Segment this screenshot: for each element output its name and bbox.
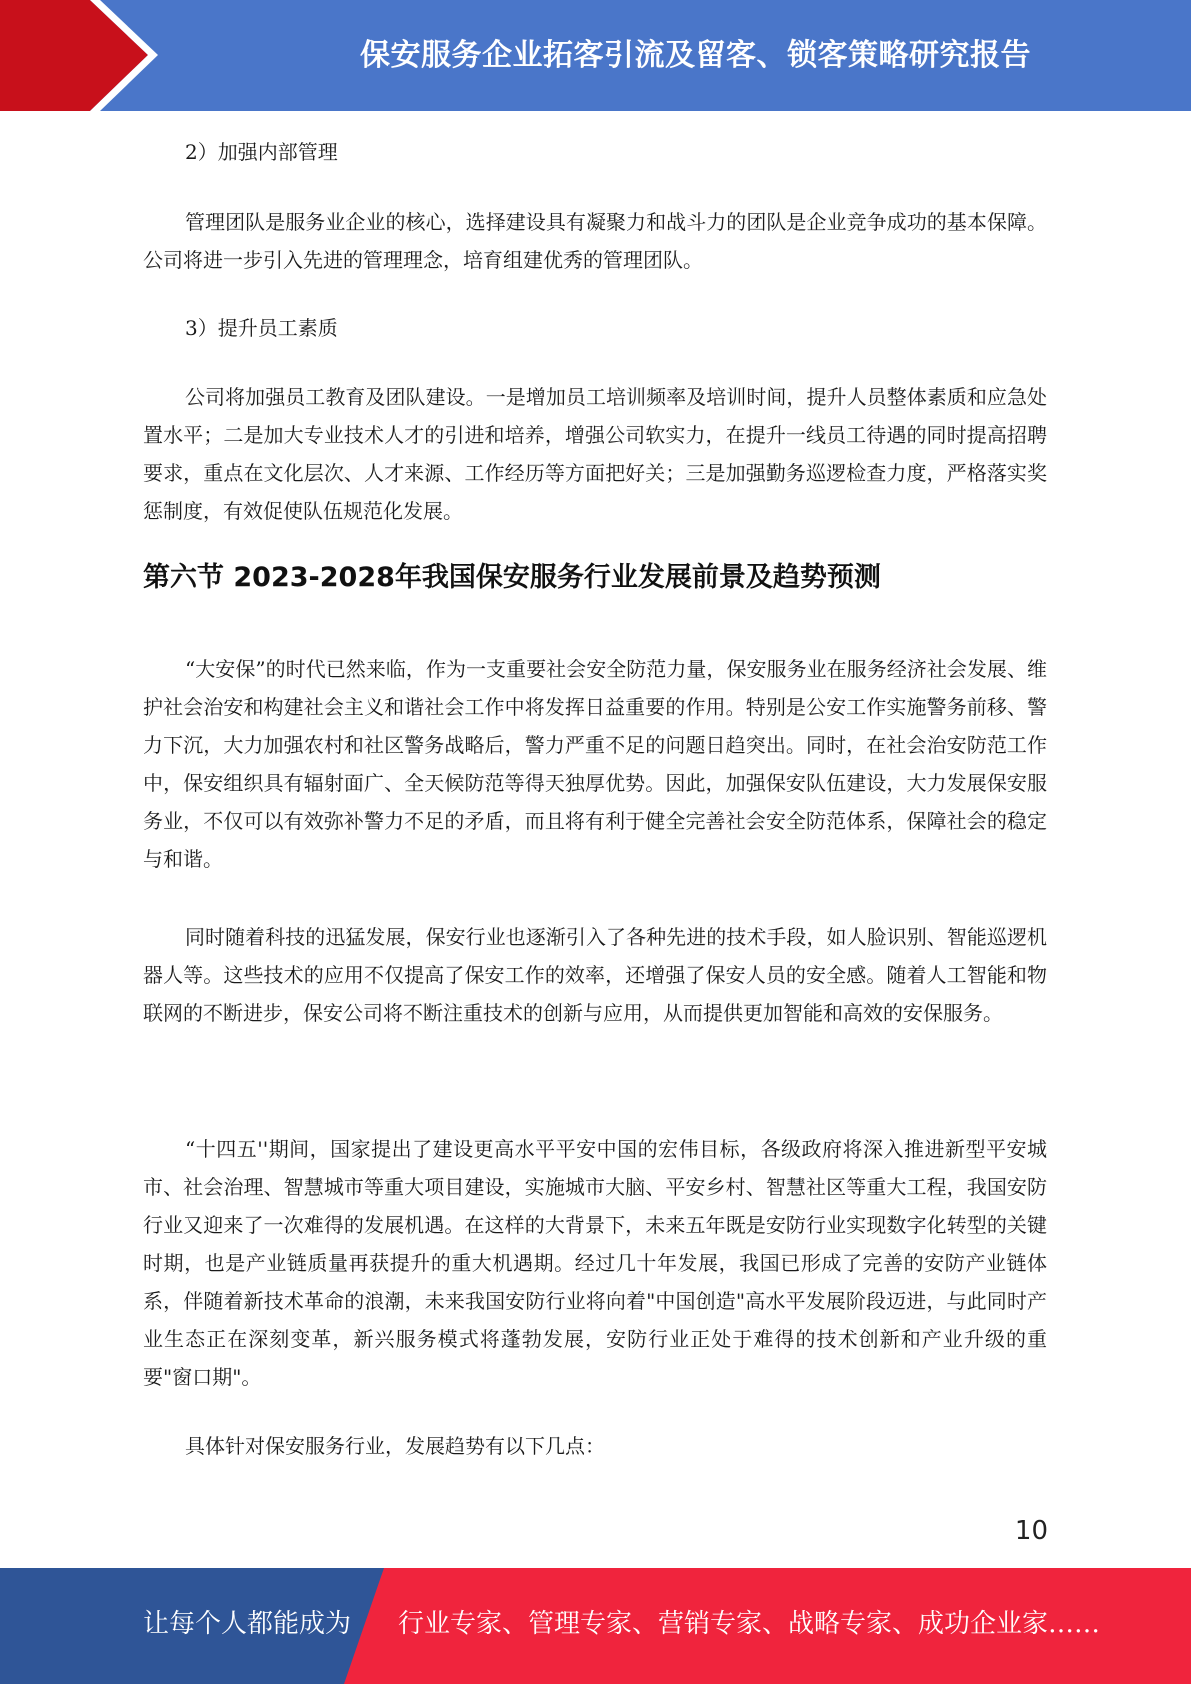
footer-slogan-left: 让每个人都能成为 xyxy=(143,1609,352,1639)
paragraph-big-security: “大安保”的时代已然来临，作为一支重要社会安全防范力量，保安服务业在服务经济社会发展、维护社会治安和构建社会主义和谐社会工作中将发挥日益重要的作用。特别是公安工作实施警务前移、警力下沉，大力加强农村和社区警务战略后，警力严重不足的问题日趋突出。同时，在社会治安防范工作中，保安组织具有辐射面广、全天候防范等得天独厚优势。因此，加强保安队伍建设，大力发展保安服务业，不仅可以有效弥补警力不足的矛盾，而且将有利于健全完善社会安全防范体系，保障社会的稳定与和谐。 xyxy=(143,657,1047,871)
subsection-title-internal-management: 2）加强内部管理 xyxy=(185,140,338,164)
paragraph-internal-management: 管理团队是服务业企业的核心，选择建设具有凝聚力和战斗力的团队是企业竞争成功的基本保障。公司将进一步引入先进的管理理念，培育组建优秀的管理团队。 xyxy=(143,210,1047,272)
page-number: 10 xyxy=(1014,1516,1048,1546)
paragraph-technology: 同时随着科技的迅猛发展，保安行业也逐渐引入了各种先进的技术手段，如人脸识别、智能巡逻机器人等。这些技术的应用不仅提高了保安工作的效率，还增强了保安人员的安全感。随着人工智能和物联网的不断进步，保安公司将不断注重技术的创新与应用，从而提供更加智能和高效的安保服务。 xyxy=(143,925,1047,1025)
paragraph-trends-intro: 具体针对保安服务行业，发展趋势有以下几点： xyxy=(185,1434,605,1458)
footer-slogan-right: 行业专家、管理专家、营销专家、战略专家、成功企业家…… xyxy=(398,1609,1101,1639)
header-red-arrow xyxy=(0,0,148,111)
paragraph-14th-five-year: “十四五''期间，国家提出了建设更高水平平安中国的宏伟目标，各级政府将深入推进新型平安城市、社会治理、智慧城市等重大项目建设，实施城市大脑、平安乡村、智慧社区等重大工程，我国安防行业又迎来了一次难得的发展机遇。在这样的大背景下，未来五年既是安防行业实现数字化转型的关键时期，也是产业链质量再获提升的重大机遇期。经过几十年发展，我国已形成了完善的安防产业链体系，伴随着新技术革命的浪潮，未来我国安防行业将向着"中国创造"高水平发展阶段迈进，与此同时产业生态正在深刻变革，新兴服务模式将蓬勃发展，安防行业正处于难得的技术创新和产业升级的重要"窗口期"。 xyxy=(143,1137,1047,1389)
subsection-title-staff-quality: 3）提升员工素质 xyxy=(185,316,338,340)
paragraph-staff-quality: 公司将加强员工教育及团队建设。一是增加员工培训频率及培训时间，提升人员整体素质和应急处置水平；二是加大专业技术人才的引进和培养，增强公司软实力，在提升一线员工待遇的同时提高招聘要求，重点在文化层次、人才来源、工作经历等方面把好关；三是加强勤务巡逻检查力度，严格落实奖惩制度，有效促使队伍规范化发展。 xyxy=(143,385,1047,523)
page-footer xyxy=(0,1568,1191,1684)
report-title: 保安服务企业拓客引流及留客、锁客策略研究报告 xyxy=(360,38,1031,73)
page-header xyxy=(0,0,1191,111)
section-title: 第六节 2023-2028年我国保安服务行业发展前景及趋势预测 xyxy=(143,562,881,593)
